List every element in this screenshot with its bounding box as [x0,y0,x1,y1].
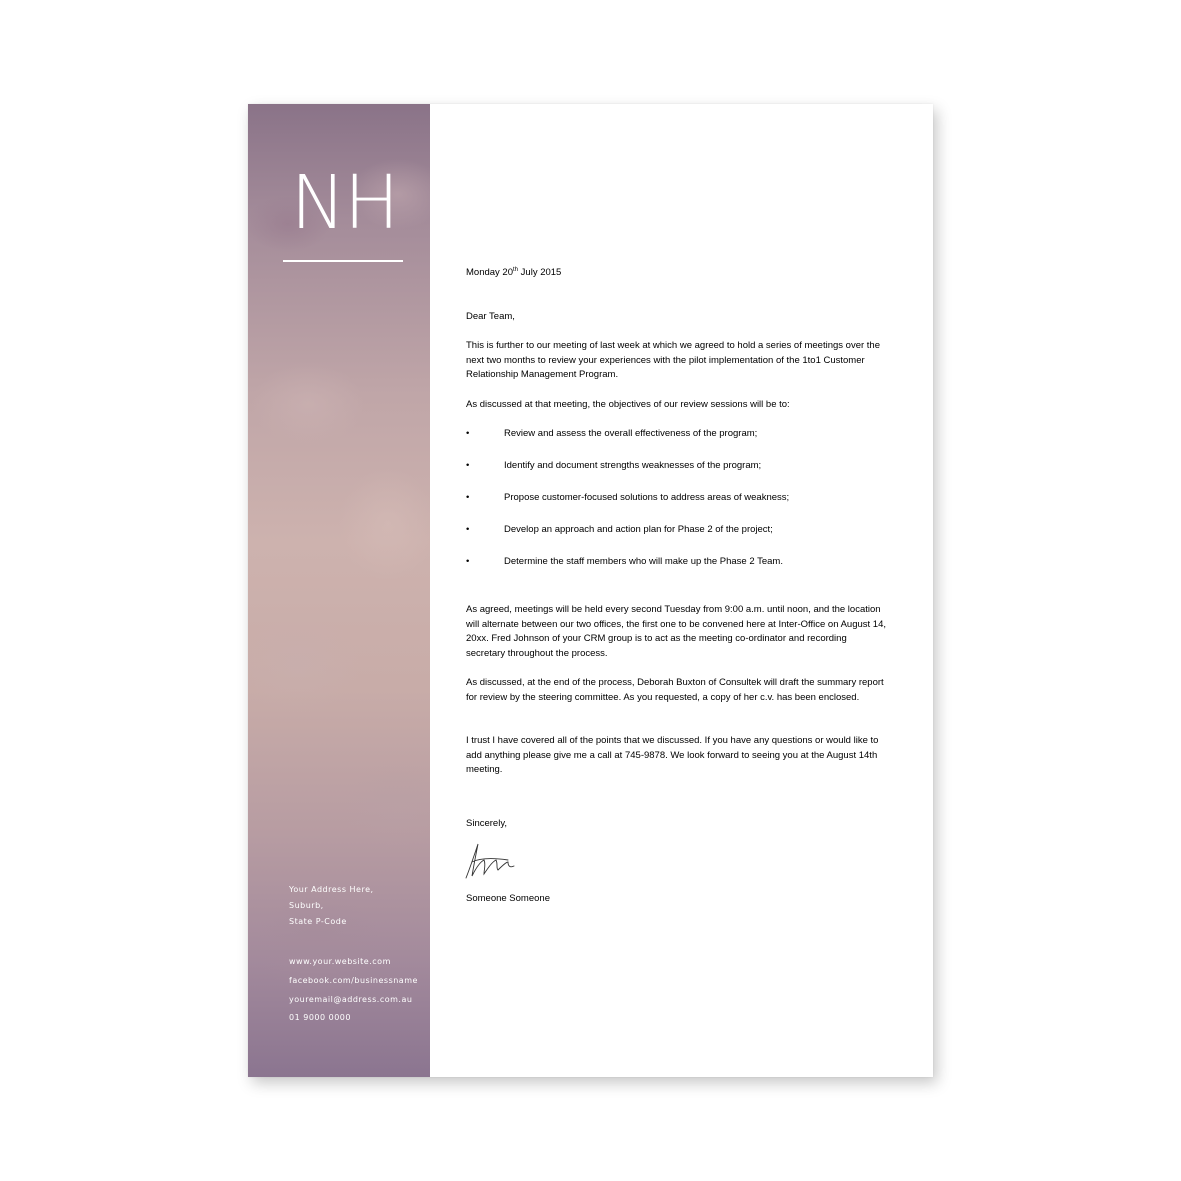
letter-greeting: Dear Team, [466,311,515,322]
monogram-logo: NH [290,160,398,246]
letter-closing: Sincerely, [466,818,508,829]
address-line-2: Suburb, [289,901,324,910]
letter-paragraph-3: As agreed, meetings will be held every second Tuesday from 9:00 a.m. until noon, and the location will alternate between our two offices, the first one to be convened here at Inter-Office on August 14, 20xx. Fred Johnson of your CRM group is to act as the meeting co-ordinator and recording secretary throughout the process. [466,604,887,659]
monogram-divider [283,260,403,262]
letter-paragraph-5: I trust I have covered all of the points that we discussed. If you have any questions or would like to add anything please give me a call at 745-9878. We look forward to seeing you at the August 14th meeting. [466,735,879,776]
letter-paragraph-2: As discussed at that meeting, the objectives of our review sessions will be to: [466,399,790,410]
letter-paragraph-1: This is further to our meeting of last week at which we agreed to hold a series of meetings over the next two months to review your experiences with the pilot implementation of the 1to1 Customer Relationship Management Program. [466,340,880,381]
website-text: www.your.website.com [289,957,391,966]
address-line-1: Your Address Here, [289,885,374,894]
bullet-icon: • [466,524,470,535]
phone-text: 01 9000 0000 [289,1013,351,1022]
sidebar-panel [248,104,430,1077]
handwritten-signature [464,838,534,882]
letterhead-page: NH Your Address Here, Suburb, State P-Code www.your.website.com facebook.com/businessname youremail@address.com.au 01 9000 0000 Monday 20th July 2015 Dear Team, This is further to our meeting of last week at which we agreed to hold a series of meetings over the next two months to review your experiences with the pilot implementation of the 1to1 Customer Relationship Management Program. As discussed at that meeting, the objectives of our review sessions will be to: • Review and assess the overall effectiveness of the program; • Identify and document strengths weaknesses of the program; • Propose customer-focused solutions to address areas of weakness; • Develop an approach and action plan for Phase 2 of the project; • Determine the staff members who will make up the Phase 2 Team. As agreed, meetings will be held every second Tuesday from 9:00 a.m. until noon, and the location will alternate between our two offices, the first one to be convened here at Inter-Office on August 14, 20xx. Fred Johnson of your CRM group is to act as the meeting co-ordinator and recording secretary throughout the process. As discussed, at the end of the process, Deborah Buxton of Consultek will draft the summary report for review by the steering committee. As you requested, a copy of her c.v. has been enclosed. I trust I have covered all of the points that we discussed. If you have any questions or would like to add anything please give me a call at 745-9878. We look forward to seeing you at the August 14th meeting. Sincerely, Someone Someone [248,104,933,1077]
facebook-text: facebook.com/businessname [289,976,418,985]
address-line-3: State P-Code [289,917,347,926]
bullet-icon: • [466,460,470,471]
letter-paragraph-4: As discussed, at the end of the process, Deborah Buxton of Consultek will draft the summary report for review by the steering committee. As you requested, a copy of her c.v. has been enclosed. [466,677,884,703]
bullet-icon: • [466,556,470,567]
signer-name: Someone Someone [466,893,550,904]
bullet-icon: • [466,428,470,439]
letter-date: Monday 20th July 2015 [466,266,562,278]
bullet-icon: • [466,492,470,503]
email-text: youremail@address.com.au [289,995,413,1004]
